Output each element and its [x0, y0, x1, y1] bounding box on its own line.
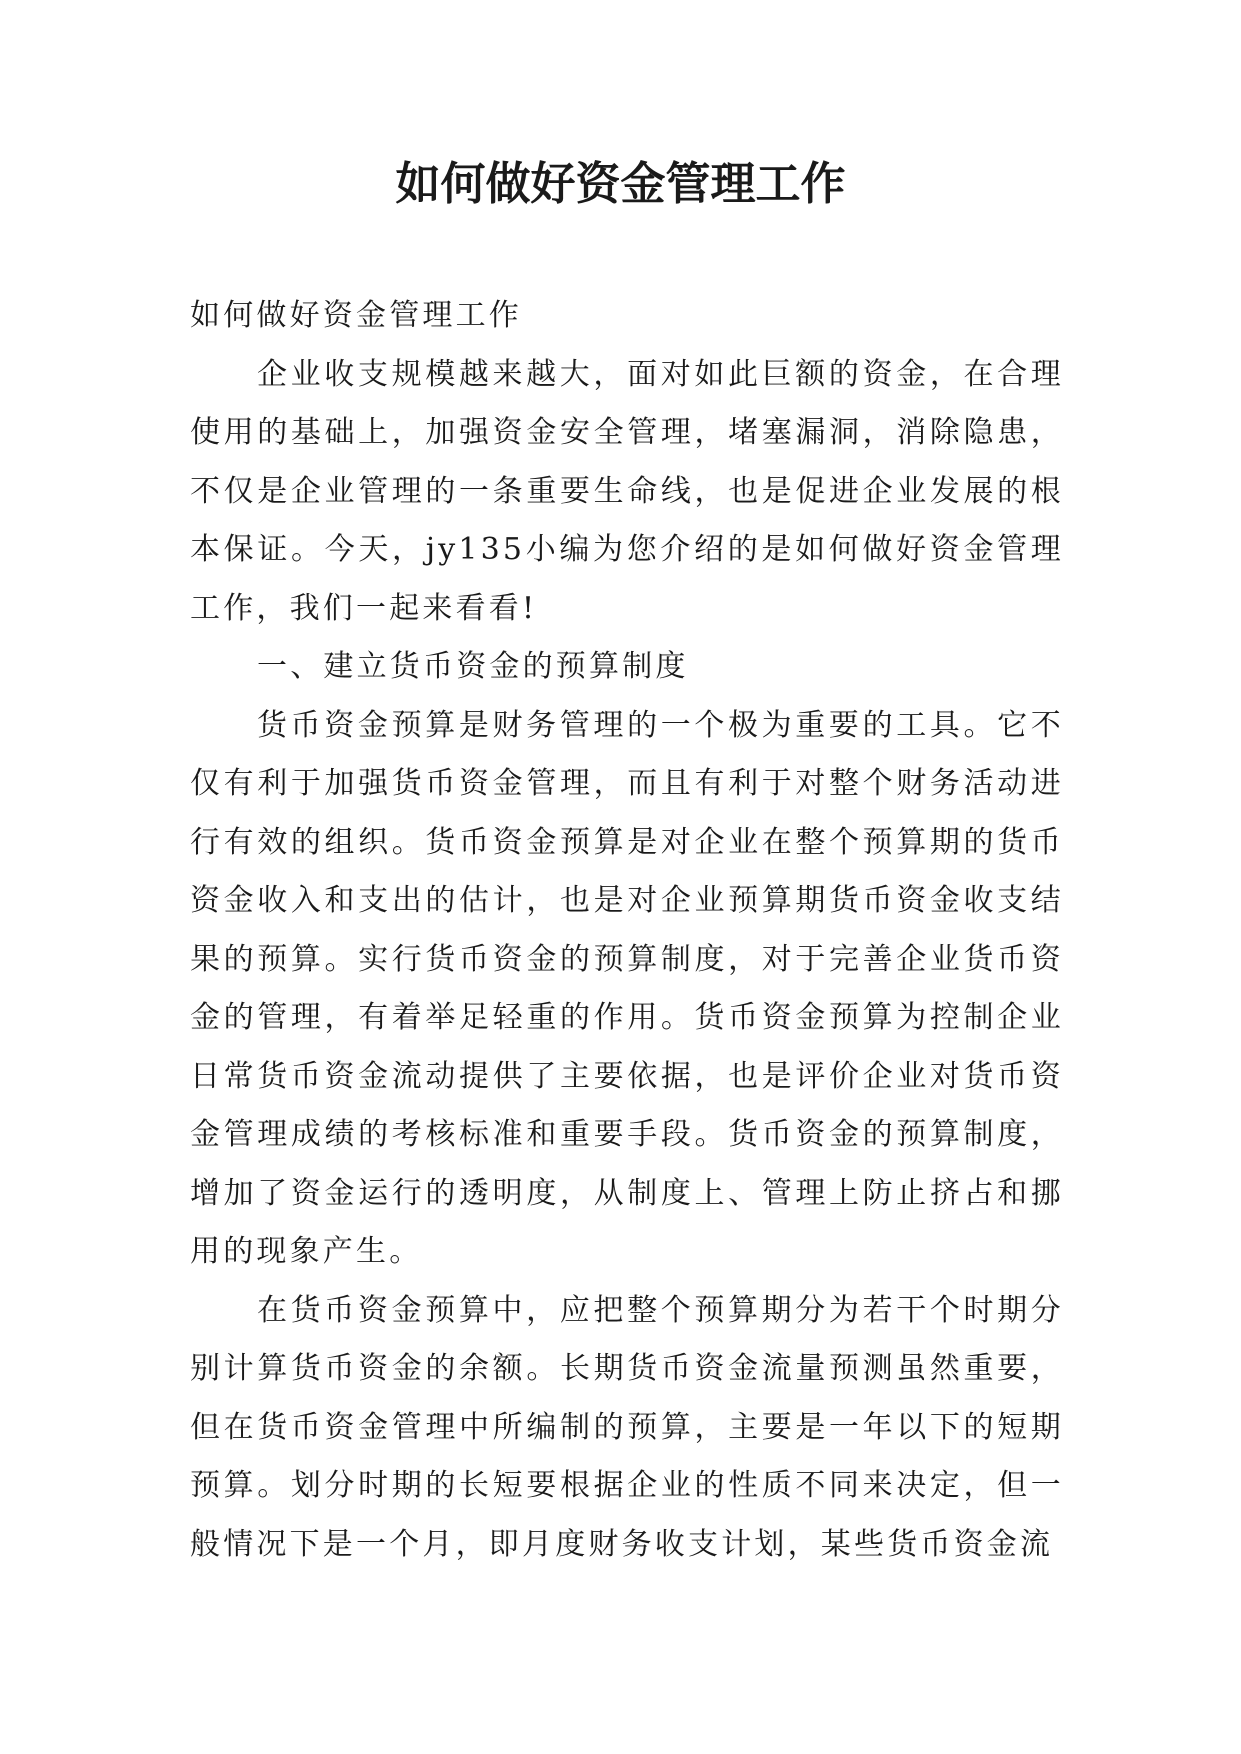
- document-body: [190, 287, 1064, 1574]
- paragraph-subtitle: 如何做好资金管理工作: [190, 298, 522, 333]
- paragraph-budget-overview: 货币资金预算是财务管理的一个极为重要的工具。它不仅有利于加强货币资金管理，而且有利于对整个财务活动进行有效的组织。货币资金预算是对企业在整个预算期的货币资金收入和支出的估计，也是对企业预算期货币资金收支结果的预算。实行货币资金的预算制度，对于完善企业货币资金的管理，有着举足轻重的作用。货币资金预算为控制企业日常货币资金流动提供了主要依据，也是评价企业对货币资金管理成绩的考核标准和重要手段。货币资金的预算制度，增加了资金运行的透明度，从制度上、管理上防止挤占和挪用的现象产生。: [190, 707, 1064, 1269]
- section-heading-1: 一、建立货币资金的预算制度: [257, 649, 689, 684]
- paragraph-intro: 企业收支规模越来越大，面对如此巨额的资金，在合理使用的基础上，加强资金安全管理，堵塞漏洞，消除隐患，不仅是企业管理的一条重要生命线，也是促进企业发展的根本保证。今天，jy135小编为您介绍的是如何做好资金管理工作，我们一起来看看!: [190, 356, 1064, 626]
- paragraph-budget-periods: 在货币资金预算中，应把整个预算期分为若干个时期分别计算货币资金的余额。长期货币资金流量预测虽然重要，但在货币资金管理中所编制的预算，主要是一年以下的短期预算。划分时期的长短要根据企业的性质不同来决定，但一般情况下是一个月，即月度财务收支计划，某些货币资金流: [190, 1292, 1064, 1562]
- document-title: 如何做好资金管理工作: [395, 157, 846, 210]
